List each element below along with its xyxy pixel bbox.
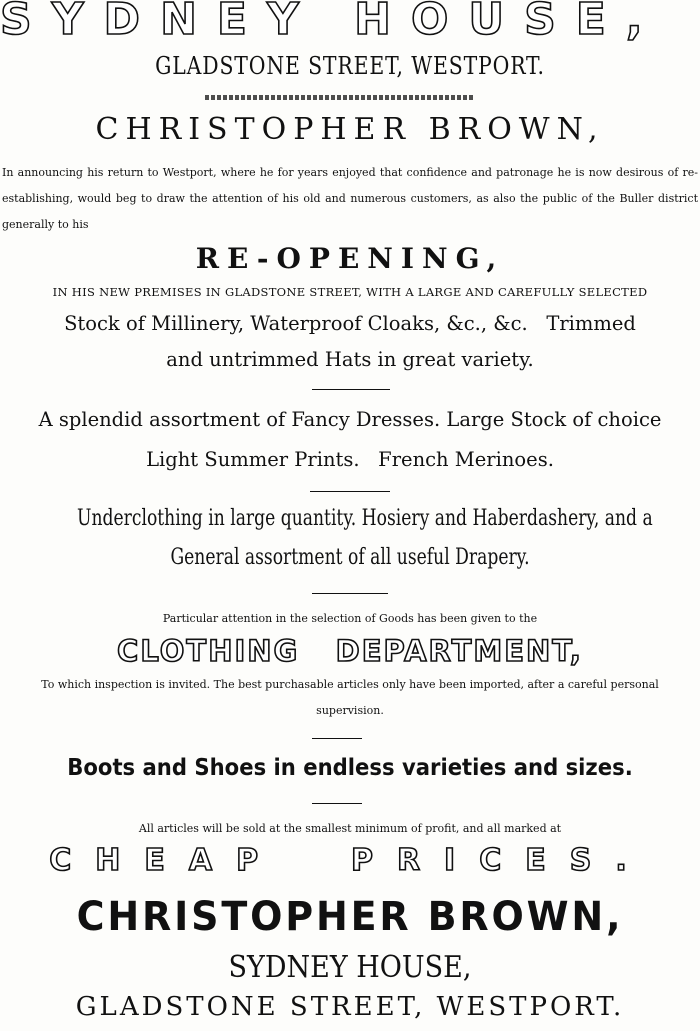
boots-and-shoes: Boots and Shoes in endless varieties and sizes. — [67, 755, 633, 781]
drapery-line-1: Underclothing in large quantity. Hosiery and Haberdashery, and a — [77, 506, 653, 531]
sydney-house-title: SYDNEY HOUSE, — [0, 0, 663, 45]
clothing-department-title: CLOTHING DEPARTMENT, — [117, 634, 583, 668]
dresses-line-1: A splendid assortment of Fancy Dresses. Large Stock of choice — [38, 408, 662, 431]
footer-name: CHRISTOPHER BROWN, — [76, 894, 624, 940]
header-address: GLADSTONE STREET, WESTPORT. — [155, 52, 545, 80]
prices-intro: All articles will be sold at the smallest minimum of profit, and all marked at — [138, 822, 562, 835]
millinery-line-1: Stock of Millinery, Waterproof Cloaks, &c., &c. Trimmed — [64, 312, 636, 335]
divider-1 — [312, 389, 390, 390]
footer-house: SYDNEY HOUSE, — [228, 950, 472, 985]
cheap-prices-title: CHEAP PRICES. — [49, 843, 651, 878]
divider-2 — [310, 491, 390, 492]
divider-4 — [312, 738, 362, 739]
reopening-subtitle: IN HIS NEW PREMISES IN GLADSTONE STREET, WITH A LARGE AND CAREFULLY SELECTED — [52, 285, 648, 299]
dresses-line-2: Light Summer Prints. French Merinoes. — [146, 448, 554, 471]
intro-paragraph: In announcing his return to Westport, where he for years enjoyed that confidence and patronage he is now desirous of re-establishing, would beg to draw the attention of his old and numerous customers, as also the public of the Buller district generally to his — [2, 166, 698, 231]
millinery-line-2: and untrimmed Hats in great variety. — [166, 348, 534, 371]
proprietor-name: CHRISTOPHER BROWN, — [95, 112, 605, 147]
clothing-note-1: To which inspection is invited. The best purchasable articles only have been imported, after a careful personal — [41, 678, 659, 691]
divider-3 — [312, 593, 388, 594]
ornamental-divider — [205, 95, 475, 100]
divider-5 — [312, 803, 362, 804]
footer-address: GLADSTONE STREET, WESTPORT. — [75, 992, 625, 1022]
clothing-intro: Particular attention in the selection of Goods has been given to the — [162, 612, 538, 625]
reopening-title: RE-OPENING, — [195, 242, 505, 275]
clothing-note-2: supervision. — [316, 704, 384, 717]
drapery-line-2: General assortment of all useful Drapery. — [170, 545, 530, 570]
